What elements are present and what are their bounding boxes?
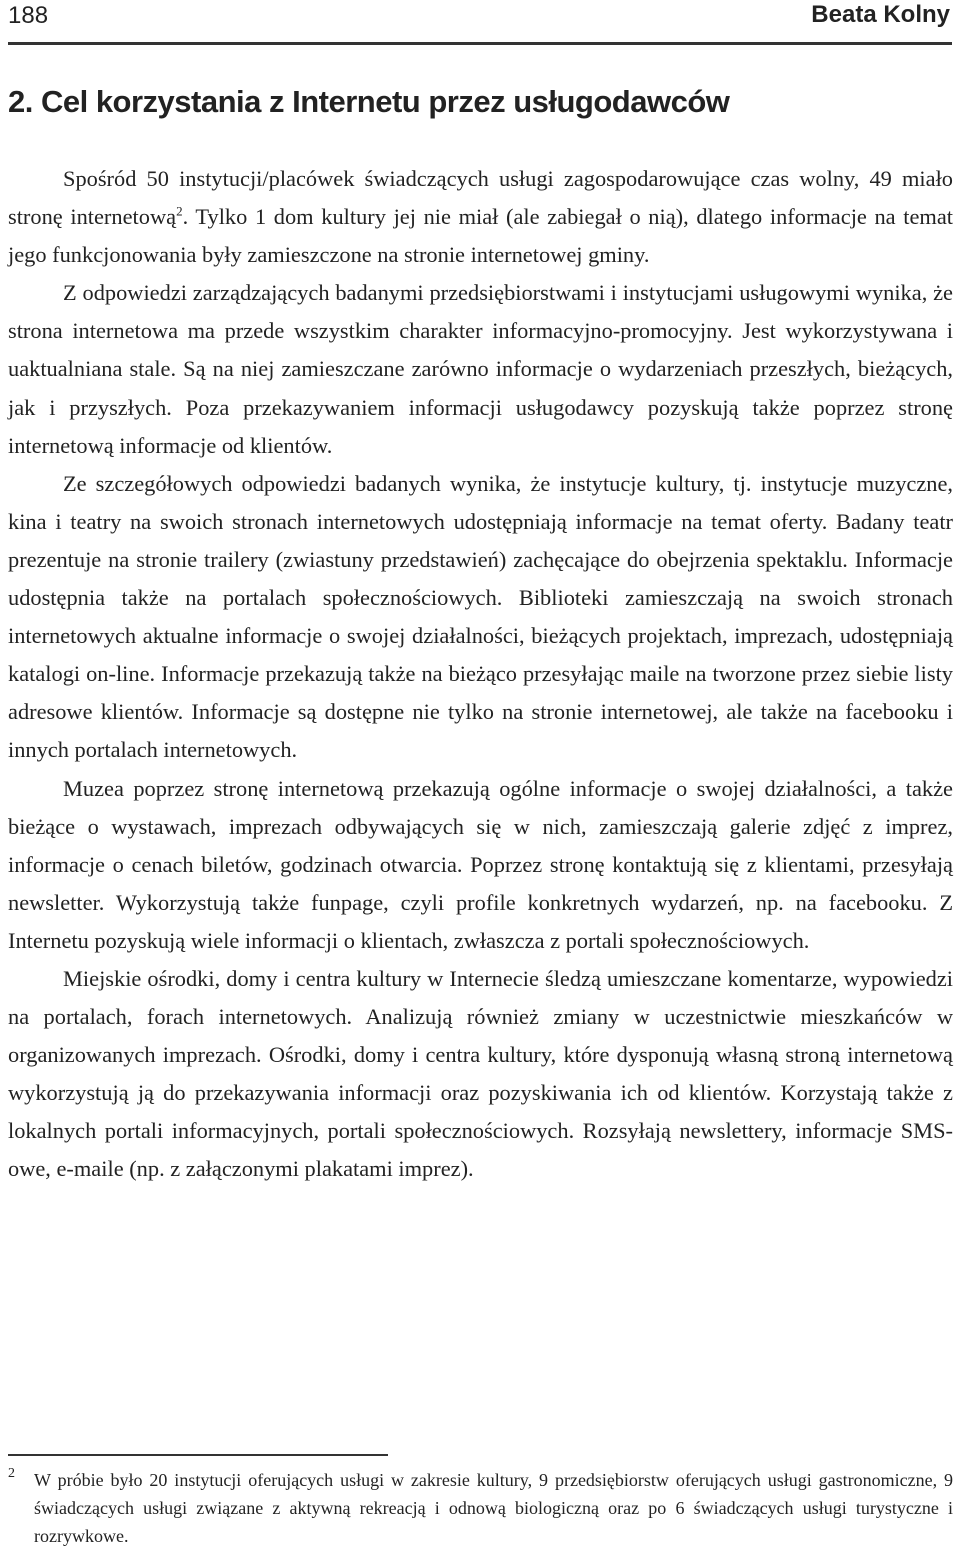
- section-title: 2. Cel korzystania z Internetu przez usługodawców: [8, 84, 730, 119]
- paragraph-1: [8, 160, 953, 274]
- paragraph-1-text-after-ref: . Tylko 1 dom kultury jej nie miał (ale zabiegał o nią), dlatego informacje na temat jego funkcjonowania były zamieszczone na stronie internetowej gminy.: [8, 204, 953, 268]
- running-head-author: Beata Kolny: [811, 1, 950, 28]
- footnote: [8, 1466, 953, 1550]
- paragraph-3: Ze szczegółowych odpowiedzi badanych wynika, że instytucje kultury, tj. instytucje muzyczne, kina i teatry na swoich stronach internetowych udostępniają informacje na temat oferty. Badany teatr prezentuje na stronie trailery (zwiastuny przedstawień) zachęcające do obejrzenia spektaklu. Informacje udostępnia także na portalach społecznościowych. Biblioteki zamieszczają na swoich stronach internetowych aktualne informacje o swojej działalności, bieżących projektach, imprezach, udostępniają katalogi on-line. Informacje przekazują także na bieżąco przesyłając maile na tworzone przez siebie listy adresowe klientów. Informacje są dostępne nie tylko na stronie internetowej, ale także na facebooku i innych portalach internetowych.: [8, 470, 953, 763]
- paragraph-4: Muzea poprzez stronę internetową przekazują ogólne informacje o swojej działalności, a także bieżące o wystawach, imprezach odbywających się w nich, zamieszczają galerie zdjęć z imprez, informacje o cenach biletów, godzinach otwarcia. Poprzez stronę kontaktują się z klientami, przesyłają newsletter. Wykorzystują także funpage, czyli profile konkretnych wydarzeń, np. na facebooku. Z Internetu pozyskują wiele informacji o klientach, zwłaszcza z portali społecznościowych.: [8, 775, 953, 953]
- paragraph-1-text-before-ref: Spośród 50 instytucji/placówek świadczących usługi zagospodarowujące czas wolny, 49 miało stronę internetową: [8, 166, 953, 230]
- body-text: [8, 160, 953, 1189]
- paragraph-5: Miejskie ośrodki, domy i centra kultury w Internecie śledzą umieszczane komentarze, wypowiedzi na portalach, forach internetowych. Analizują również zmiany w uczestnictwie mieszkańców w organizowanych imprezach. Ośrodki, domy i centra kultury, które dysponują własną stroną internetową wykorzystują ją do przekazywania informacji oraz pozyskiwania ich od klientów. Korzystają także z lokalnych portali informacyjnych, portali społecznościowych. Rozsyłają newslettery, informacje SMS-owe, e-maile (np. z załączonymi plakatami imprez).: [8, 965, 953, 1182]
- footnote-text: W próbie było 20 instytucji oferujących usługi w zakresie kultury, 9 przedsiębiorstw oferujących usługi gastronomiczne, 9 świadczących usługi związane z aktywną rekreacją i odnową biologiczną oraz po 6 świadczących usługi turystyczne i rozrywkowe.: [34, 1470, 953, 1546]
- page-number: 188: [8, 2, 49, 29]
- footnote-mark: 2: [8, 1466, 15, 1481]
- footnote-reference: 2: [176, 203, 183, 219]
- footnote-divider: [8, 1454, 388, 1456]
- paragraph-2: Z odpowiedzi zarządzających badanymi przedsiębiorstwami i instytucjami usługowymi wynika, że strona internetowa ma przede wszystkim charakter informacyjno-promocyjny. Jest wykorzystywana i uaktualniana stale. Są na niej zamieszczane zarówno informacje o wydarzeniach przeszłych, bieżących, jak i przyszłych. Poza przekazywaniem informacji usługodawcy pozyskują także poprzez stronę internetową informacje od klientów.: [8, 280, 953, 458]
- running-head: [8, 0, 952, 45]
